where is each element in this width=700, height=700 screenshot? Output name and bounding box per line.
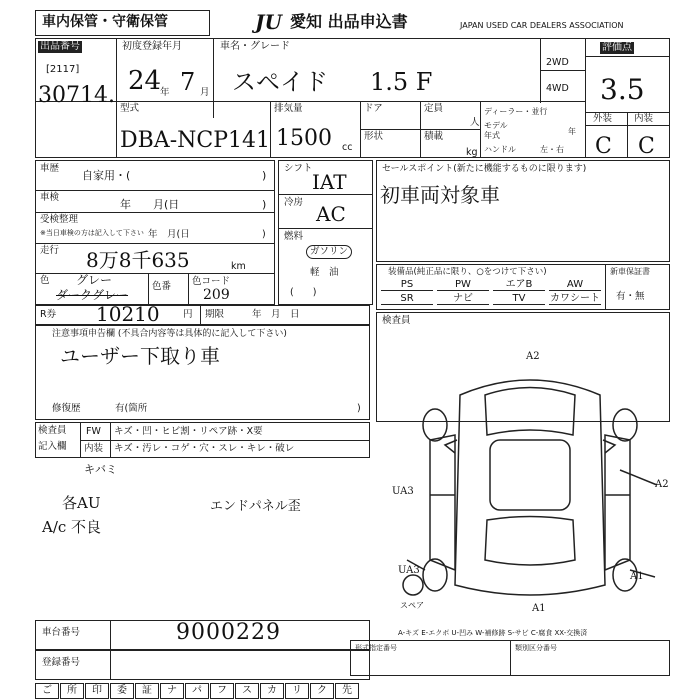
warranty-value: 有・無	[616, 291, 645, 302]
doc-icon: リ	[285, 683, 309, 699]
selling-points-label: セールスポイント(新たに機能するものに限ります)	[382, 164, 587, 174]
doc-icon: 証	[135, 683, 159, 699]
shape-label: 形状	[364, 131, 384, 142]
repair-value: 有(箇所	[115, 403, 148, 414]
color-code-label: 色コード	[192, 276, 231, 287]
chassis-value: 9000229	[176, 620, 281, 645]
exterior-grade: C	[595, 134, 612, 159]
inspector-note-2b: エンドパネル歪	[210, 499, 301, 514]
doc-icon: カ	[260, 683, 284, 699]
model-label: 型式	[120, 103, 140, 114]
door-label: ドア	[364, 103, 383, 114]
inspection-sub-label: 受検整理	[40, 214, 79, 225]
person-unit: 人	[470, 117, 480, 128]
check-int-items: キズ・汚レ・コゲ・穴・スレ・キレ・破レ	[114, 443, 295, 454]
diag-spare-label: スペア	[400, 601, 424, 610]
handle-label: ハンドル	[484, 145, 516, 154]
cc-unit: cc	[342, 142, 353, 153]
notes-value: ユーザー下取り車	[60, 344, 220, 368]
chassis-label: 車台番号	[42, 627, 81, 638]
color-code-value: 209	[203, 287, 230, 303]
equipment-item: TV	[493, 294, 545, 305]
doc-icon: フ	[210, 683, 234, 699]
model-year-label: モデル	[484, 121, 508, 130]
drive-2wd: 2WD	[546, 57, 569, 68]
doc-icon: 委	[110, 683, 134, 699]
shift-label: シフト	[284, 163, 313, 174]
fuel-label: 燃料	[284, 231, 304, 242]
shift-value: IAT	[312, 170, 347, 194]
car-grade: 1.5 F	[370, 68, 433, 96]
car-name-label: 車名・グレード	[220, 41, 290, 52]
equipment-item: SR	[381, 294, 433, 305]
inspection-value: 年 月(日	[120, 198, 180, 211]
diag-label-a2-top: A2	[526, 351, 540, 362]
r-ticket-label: R券	[40, 309, 57, 320]
interior-grade: C	[638, 134, 655, 159]
history-label: 車歴	[40, 163, 60, 174]
repair-label: 修復歴	[52, 403, 81, 414]
damage-legend: A-キズ E-エクボ U-凹み W-補修跡 S-サビ C-腐食 XX-交換済	[398, 629, 588, 637]
shape-code-label: 形式指定番号	[355, 644, 397, 652]
inspection-close: )	[262, 198, 267, 211]
diag-label-a1-bottom: A1	[532, 603, 546, 614]
notes-label: 注意事項申告欄 (不具合内容等は具体的に記入して下さい)	[52, 329, 287, 339]
check-fw-label: FW	[86, 426, 101, 437]
lot-bracket: [2117]	[46, 64, 80, 75]
handle-value: 左・右	[540, 145, 564, 154]
check-entry-label: 記入欄	[38, 441, 67, 452]
mileage-value: 8万8千635	[86, 248, 190, 272]
r-ticket-value: 10210	[96, 302, 160, 326]
equipment-item: ナビ	[437, 294, 489, 305]
diag-label-a2-right: A2	[655, 479, 669, 490]
equipment-item: カワシート	[550, 293, 600, 304]
inspector-note-3: A/c 不良	[42, 518, 102, 536]
equipment-item: PW	[437, 280, 489, 291]
fuel-gasoline: ガソリン	[306, 245, 352, 259]
equipment-item: PS	[381, 280, 433, 291]
ac-label: 冷房	[284, 197, 304, 208]
load-label: 積載	[424, 131, 444, 142]
capacity-label: 定員	[424, 103, 444, 114]
lot-number: 30714.	[38, 83, 115, 108]
check-int-label: 内装	[84, 443, 104, 454]
fuel-paren: ( )	[290, 287, 317, 298]
model-value: DBA-NCP141	[120, 128, 271, 153]
doc-icon: パ	[185, 683, 209, 699]
mileage-label: 走行	[40, 245, 60, 256]
notes-block	[35, 325, 370, 420]
equipment-item: エアB	[493, 280, 545, 291]
doc-icon: ナ	[160, 683, 184, 699]
reg-block	[35, 650, 370, 680]
expiry-value: 年 月 日	[252, 309, 300, 320]
first-reg-year-suffix: 年	[160, 87, 170, 98]
history-value: 自家用・(	[82, 169, 131, 182]
model-year-label2: 年式	[484, 131, 500, 140]
model-year-suffix: 年	[568, 127, 576, 136]
color-number-label: 色番	[152, 281, 172, 292]
equipment-item: AW	[549, 280, 601, 291]
inspector-note-1: キバミ	[84, 463, 117, 476]
equipment-label: 装備品(純正品に限り、○をつけて下さい)	[388, 267, 547, 277]
check-fw-items: キズ・凹・ヒビ割・リペア跡・X要	[114, 426, 263, 437]
color-value: グレー	[76, 273, 113, 287]
category-code-label: 類別区分番号	[515, 644, 557, 652]
car-name: スペイド	[232, 68, 328, 96]
fuel-diesel: 軽 油	[310, 267, 339, 278]
interior-label: 内装	[634, 113, 654, 124]
inspection-sub-value: 年 月(日	[148, 229, 190, 240]
first-reg-year: 24	[128, 66, 162, 96]
doc-icon: ご	[35, 683, 59, 699]
reg-label: 登録番号	[42, 657, 81, 668]
color-value-struck: ダークグレー	[56, 288, 129, 302]
doc-icon: 印	[85, 683, 109, 699]
displacement-label: 排気量	[274, 103, 303, 114]
diag-label-ua3-bottom: UA3	[398, 565, 420, 576]
mileage-km: km	[231, 261, 246, 272]
r-ticket-block	[35, 302, 370, 326]
diag-label-a1-right: A1	[630, 571, 644, 582]
doc-icon: ク	[310, 683, 334, 699]
storage-label: 車内保管・守衛保管	[42, 14, 168, 30]
history-close: )	[262, 169, 267, 182]
inspection-label: 車検	[40, 192, 60, 203]
score-label: 評価点	[602, 42, 632, 53]
exterior-label: 外装	[593, 113, 613, 124]
expiry-label: 期限	[205, 309, 225, 320]
doc-icon: 所	[60, 683, 84, 699]
car-diagram	[395, 355, 665, 610]
inspector-label: 検査員	[382, 315, 411, 326]
dealer-label: ディーラー・並行	[484, 107, 548, 116]
inspection-sub-note: ※当日車検の方は記入して下さい	[40, 229, 144, 237]
selling-points-value: 初車両対象車	[380, 183, 500, 207]
first-reg-month-suffix: 月	[200, 87, 210, 98]
ju-logo: JU	[255, 10, 282, 34]
doc-icon: 先	[335, 683, 359, 699]
org-title: 愛知 出品申込書	[290, 12, 408, 31]
drive-4wd: 4WD	[546, 83, 569, 94]
check-inspector-label: 検査員	[38, 425, 67, 436]
lot-label: 出品番号	[40, 41, 80, 52]
doc-icon: ス	[235, 683, 259, 699]
kg-unit: kg	[466, 147, 478, 158]
org-english: JAPAN USED CAR DEALERS ASSOCIATION	[460, 21, 624, 30]
inspector-note-2: 各AU	[62, 494, 101, 512]
score-value: 3.5	[600, 73, 645, 106]
warranty-label: 新車保証書	[610, 267, 650, 276]
diag-label-ua3-left: UA3	[392, 486, 414, 497]
ac-value: AC	[316, 202, 346, 226]
displacement-value: 1500	[276, 126, 332, 151]
selling-points-block	[376, 160, 670, 262]
r-ticket-yen: 円	[183, 309, 193, 320]
color-label: 色	[40, 275, 50, 286]
inspection-sub-close: )	[262, 229, 266, 240]
first-reg-month: 7	[180, 68, 196, 96]
repair-close: )	[357, 403, 361, 414]
first-reg-label: 初度登録年月	[122, 41, 182, 52]
